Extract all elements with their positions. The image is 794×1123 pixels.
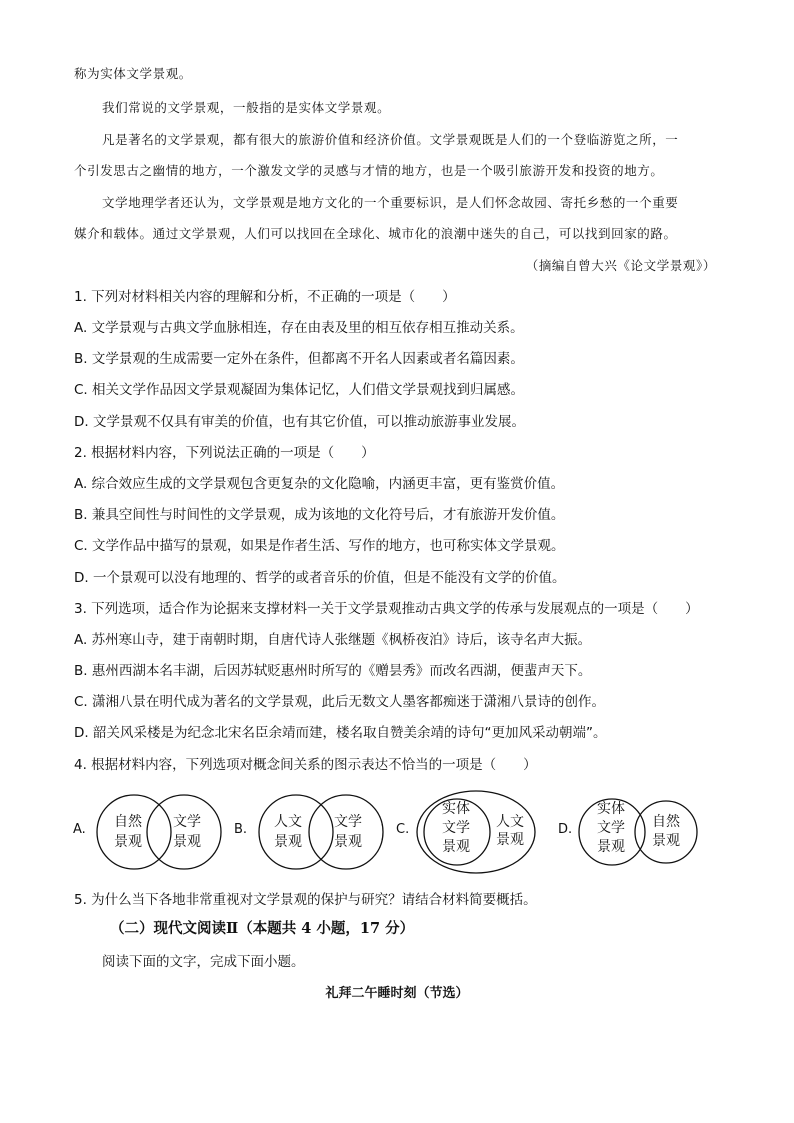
passage-paragraph: 文学地理学者还认为，文学景观是地方文化的一个重要标识，是人们怀念故园、寄托乡愁的一个重要: [102, 195, 679, 210]
venn-d-left-text: 实体: [597, 801, 625, 817]
passage-source: （摘编自曾大兴《论文学景观》）: [525, 258, 716, 273]
question-1-stem: 1. 下列对材料相关内容的理解和分析，不正确的一项是（ ）: [74, 289, 456, 305]
question-2-option-c: C. 文学作品中描写的景观，如果是作者生活、写作的地方，也可称实体文学景观。: [74, 538, 565, 554]
question-2-stem: 2. 根据材料内容，下列说法正确的一项是（ ）: [74, 445, 375, 461]
question-2-option-a: A. 综合效应生成的文学景观包含更复杂的文化隐喻，内涵更丰富，更有鉴赏价值。: [74, 476, 565, 492]
venn-diagram-a: [92, 788, 232, 878]
question-4-diagrams: [0, 788, 794, 878]
venn-d-right-text: 自然: [652, 814, 680, 830]
venn-b-right-text: 景观: [334, 834, 362, 850]
venn-diagram-b: [254, 788, 394, 878]
venn-a-left-text: 自然: [114, 814, 142, 830]
venn-d-left-text: 文学: [597, 820, 625, 836]
question-5-stem: 5. 为什么当下各地非常重视对文学景观的保护与研究？请结合材料简要概括。: [74, 892, 537, 908]
question-3-option-d: D. 韶关风采楼是为纪念北宋名臣余靖而建，楼名取自赞美余靖的诗句“更加风采动朝端”。: [74, 725, 607, 741]
venn-d-right-text: 景观: [652, 833, 680, 849]
passage-paragraph: 凡是著名的文学景观，都有很大的旅游价值和经济价值。文学景观既是人们的一个登临游览之所，一: [102, 132, 679, 147]
venn-c-inner-text: 文学: [442, 820, 470, 836]
question-2-option-b: B. 兼具空间性与时间性的文学景观，成为该地的文化符号后，才有旅游开发价值。: [74, 507, 565, 523]
passage-paragraph: 我们常说的文学景观，一般指的是实体文学景观。: [102, 100, 391, 115]
venn-c-inner-text: 景观: [442, 839, 470, 855]
option-a-label: A.: [73, 822, 86, 837]
question-1-option-c: C. 相关文学作品因文学景观凝固为集体记忆，人们借文学景观找到归属感。: [74, 382, 525, 398]
venn-diagram-c: [414, 788, 544, 878]
option-b-label: B.: [234, 822, 248, 837]
passage-line: 媒介和载体。通过文学景观，人们可以找回在全球化、城市化的浪潮中迷失的自己，可以找到回家的路。: [74, 226, 677, 241]
option-c-label: C.: [396, 822, 410, 837]
venn-c-inner-text: 实体: [442, 801, 470, 817]
venn-c-outer-text: 人文: [496, 814, 524, 830]
venn-b-left-text: 景观: [274, 834, 302, 850]
question-3-option-c: C. 潇湘八景在明代成为著名的文学景观，此后无数文人墨客都痴迷于潇湘八景诗的创作。: [74, 694, 606, 710]
venn-b-right-text: 文学: [334, 814, 362, 830]
venn-a-right-text: 文学: [173, 814, 201, 830]
section-instruction: 阅读下面的文字，完成下面小题。: [102, 954, 305, 970]
question-3-option-b: B. 惠州西湖本名丰湖，后因苏轼贬惠州时所写的《赠昙秀》而改名西湖，便蜚声天下。: [74, 663, 592, 679]
question-1-option-b: B. 文学景观的生成需要一定外在条件，但都离不开名人因素或者名篇因素。: [74, 351, 524, 367]
question-3-stem: 3. 下列选项，适合作为论据来支撑材料一关于文学景观推动古典文学的传承与发展观点的一项是（ ）: [74, 601, 699, 617]
question-4-stem: 4. 根据材料内容，下列选项对概念间关系的图示表达不恰当的一项是（ ）: [74, 757, 537, 773]
venn-a-left-text: 景观: [114, 834, 142, 850]
venn-b-left-text: 人文: [274, 814, 302, 830]
passage-line: 称为实体文学景观。: [74, 66, 192, 81]
passage-line: 个引发思古之幽情的地方，一个激发文学的灵感与才情的地方，也是一个吸引旅游开发和投资的地方。: [74, 163, 664, 178]
question-1-option-a: A. 文学景观与古典文学血脉相连，存在由表及里的相互依存相互推动关系。: [74, 320, 524, 336]
article-title: 礼拜二午睡时刻（节选）: [325, 986, 469, 1001]
venn-a-right-text: 景观: [173, 834, 201, 850]
question-1-option-d: D. 文学景观不仅具有审美的价值，也有其它价值，可以推动旅游事业发展。: [74, 414, 525, 430]
venn-diagram-d: [576, 788, 706, 878]
question-2-option-d: D. 一个景观可以没有地理的、哲学的或者音乐的价值，但是不能没有文学的价值。: [74, 570, 566, 586]
venn-d-left-text: 景观: [597, 839, 625, 855]
venn-c-outer-text: 景观: [496, 832, 524, 848]
option-d-label: D.: [558, 822, 573, 837]
question-3-option-a: A. 苏州寒山寺，建于南朝时期，自唐代诗人张继题《枫桥夜泊》诗后，该寺名声大振。: [74, 632, 592, 648]
section-heading: （二）现代文阅读Ⅱ（本题共 4 小题，17 分）: [110, 920, 415, 937]
